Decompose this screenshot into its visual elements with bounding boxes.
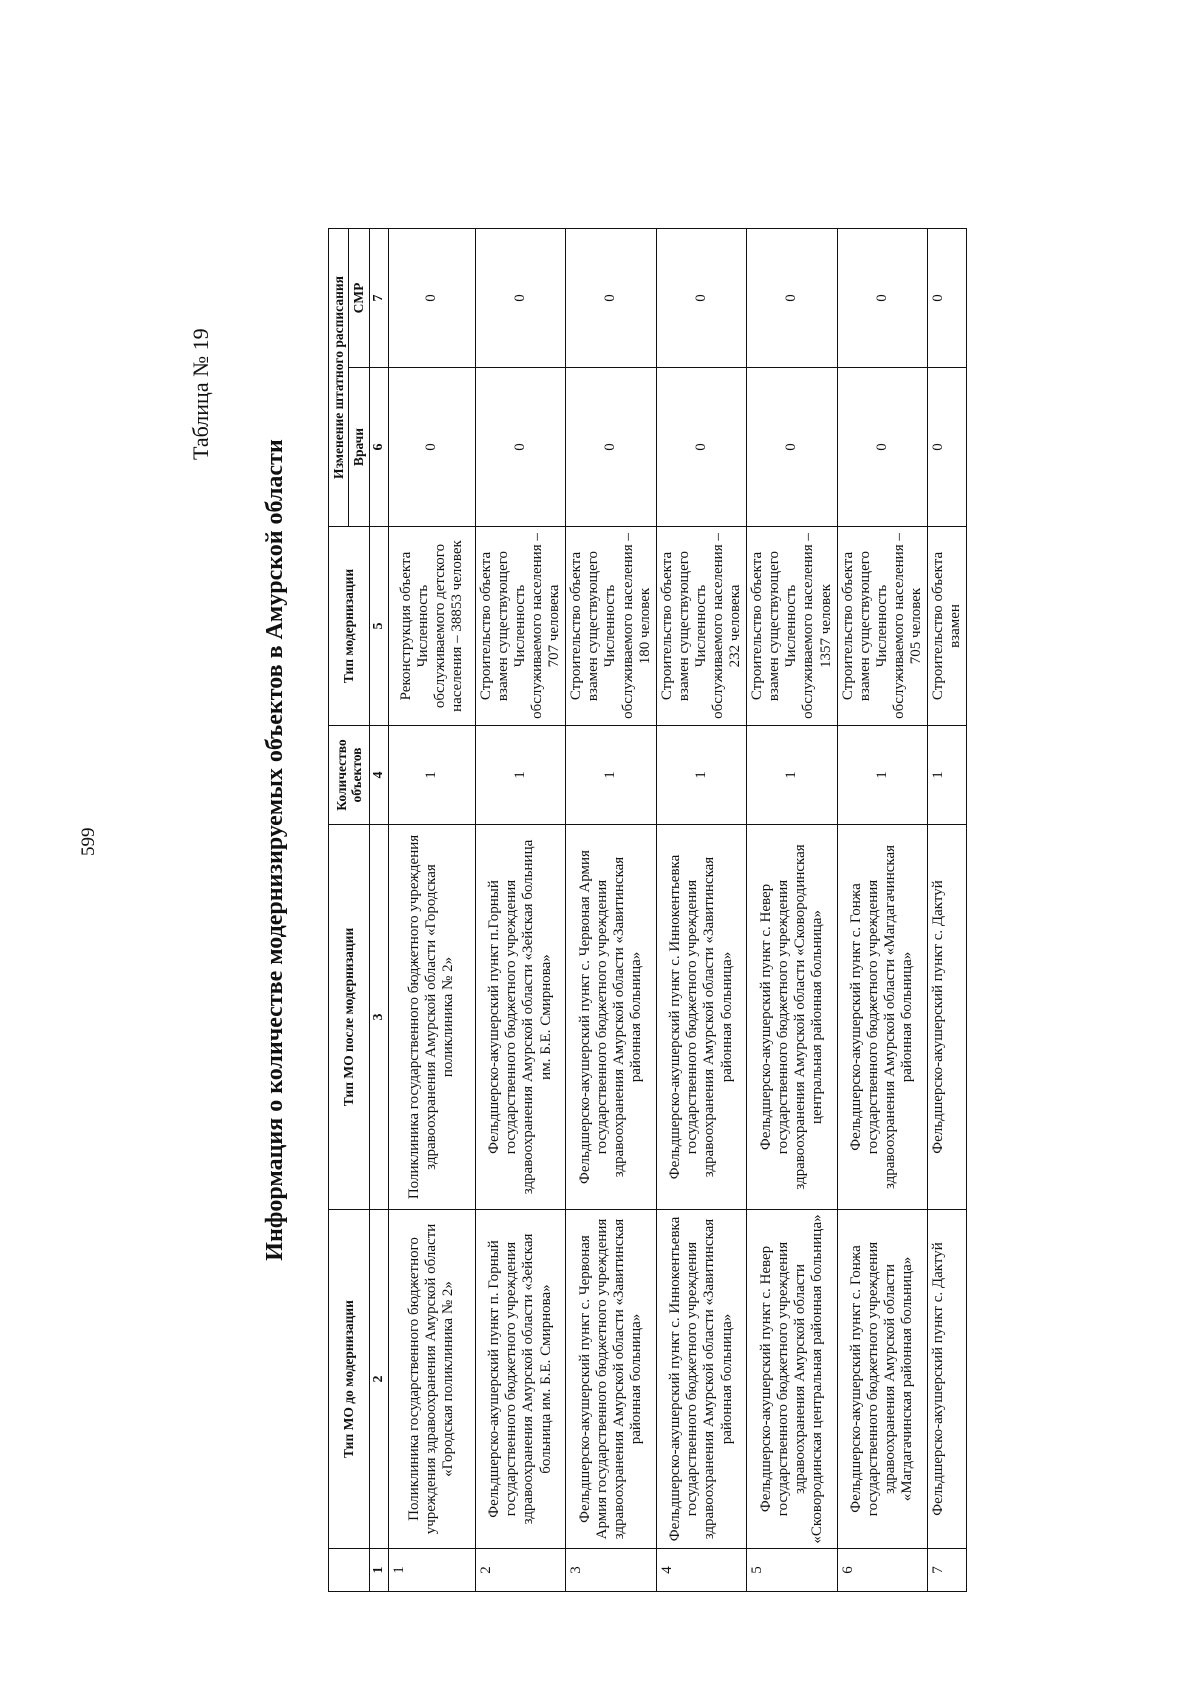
column-number: 1 (369, 1549, 388, 1592)
cell-after: Фельдшерско-акушерский пункт с. Червоная Армия государственного бюджетного учреждения здравоохранения Амурской области «Завитинская районная больница» (566, 825, 656, 1210)
row-number: 1 (388, 1549, 475, 1592)
cell-doctors: 0 (928, 368, 967, 527)
row-number: 4 (656, 1549, 746, 1592)
cell-doctors: 0 (656, 368, 746, 527)
column-number: 3 (369, 825, 388, 1210)
cell-smr: 0 (475, 229, 565, 368)
cell-after: Фельдшерско-акушерский пункт с. Невер государственного бюджетного учреждения здравоохранения Амурской области «Сковородинская центральная районная больница» (747, 825, 837, 1210)
row-number: 5 (747, 1549, 837, 1592)
column-number: 4 (369, 726, 388, 825)
cell-doctors: 0 (475, 368, 565, 527)
cell-after: Фельдшерско-акушерский пункт с. Гонжа государственного бюджетного учреждения здравоохранения Амурской области «Магдагачинская районная больница» (837, 825, 927, 1210)
cell-type: Строительство объекта взамен существующего Численность обслуживаемого населения – 707 человека (475, 527, 565, 726)
table-row (747, 229, 837, 1592)
cell-smr: 0 (747, 229, 837, 368)
header-after: Тип МО после модернизации (329, 825, 370, 1210)
cell-count: 1 (388, 726, 475, 825)
table-row (475, 229, 565, 1592)
cell-smr: 0 (837, 229, 927, 368)
cell-before: Фельдшерско-акушерский пункт с. Червоная Армия государственного бюджетного учреждения здравоохранения Амурской области «Завитинская районная больница» (566, 1210, 656, 1549)
modernization-table (328, 228, 967, 1592)
cell-after: Фельдшерско-акушерский пункт с. Иннокентьевка государственного бюджетного учреждения здравоохранения Амурской области «Завитинская районная больница» (656, 825, 746, 1210)
cell-count: 1 (837, 726, 927, 825)
cell-after: Поликлиника государственного бюджетного учреждения здравоохранения Амурской области «Городская поликлиника № 2» (388, 825, 475, 1210)
cell-before: Фельдшерско-акушерский пункт с. Иннокентьевка государственного бюджетного учреждения здравоохранения Амурской области «Завитинская районная больница» (656, 1210, 746, 1549)
table-row (928, 229, 967, 1592)
header-type: Тип модернизации (329, 527, 370, 726)
page-number: 599 (78, 827, 99, 856)
cell-before: Фельдшерско-акушерский пункт с. Дактуй (928, 1210, 967, 1549)
table-row (566, 229, 656, 1592)
header-before: Тип МО до модернизации (329, 1210, 370, 1549)
cell-type: Строительство объекта взамен существующего Численность обслуживаемого населения – 232 человека (656, 527, 746, 726)
cell-count: 1 (475, 726, 565, 825)
header-doctors: Врачи (349, 368, 369, 527)
table-row (388, 229, 475, 1592)
cell-after: Фельдшерско-акушерский пункт п.Горный государственного бюджетного учреждения здравоохранения Амурской области «Зейская больница им. Б.Е. Смирнова» (475, 825, 565, 1210)
row-number: 3 (566, 1549, 656, 1592)
cell-count: 1 (928, 726, 967, 825)
header-count: Количество объектов (329, 726, 370, 825)
cell-smr: 0 (928, 229, 967, 368)
cell-smr: 0 (566, 229, 656, 368)
table-row (837, 229, 927, 1592)
header-smr: СМР (349, 229, 369, 368)
cell-type: Реконструкция объекта Численность обслуживаемого детского населения – 38853 человек (388, 527, 475, 726)
cell-smr: 0 (656, 229, 746, 368)
cell-before: Поликлиника государственного бюджетного учреждения здравоохранения Амурской области «Городская поликлиника № 2» (388, 1210, 475, 1549)
column-number: 7 (369, 229, 388, 368)
cell-before: Фельдшерско-акушерский пункт п. Горный государственного бюджетного учреждения здравоохранения Амурской области «Зейская больница им. Б.Е. Смирнова» (475, 1210, 565, 1549)
cell-doctors: 0 (837, 368, 927, 527)
cell-doctors: 0 (747, 368, 837, 527)
column-numbers-row (369, 229, 388, 1592)
cell-count: 1 (656, 726, 746, 825)
column-number: 6 (369, 368, 388, 527)
cell-count: 1 (566, 726, 656, 825)
cell-before: Фельдшерско-акушерский пункт с. Гонжа государственного бюджетного учреждения здравоохранения Амурской области «Магдагачинская районная больница» (837, 1210, 927, 1549)
cell-type: Строительство объекта взамен существующего Численность обслуживаемого населения – 1357 человек (747, 527, 837, 726)
cell-doctors: 0 (566, 368, 656, 527)
cell-type: Строительство объекта взамен существующего Численность обслуживаемого населения – 705 человек (837, 527, 927, 726)
cell-type: Строительство объекта взамен существующего Численность обслуживаемого населения – 180 человек (566, 527, 656, 726)
table-row (656, 229, 746, 1592)
row-number: 2 (475, 1549, 565, 1592)
row-number: 7 (928, 1549, 967, 1592)
document-title: Информация о количестве модернизируемых объектов в Амурской области (262, 439, 288, 1261)
cell-smr: 0 (388, 229, 475, 368)
row-number: 6 (837, 1549, 927, 1592)
header-staff: Изменение штатного расписания (329, 229, 349, 527)
cell-doctors: 0 (388, 368, 475, 527)
column-number: 5 (369, 527, 388, 726)
cell-type: Строительство объекта взамен (928, 527, 967, 726)
cell-after: Фельдшерско-акушерский пункт с. Дактуй (928, 825, 967, 1210)
cell-before: Фельдшерско-акушерский пункт с. Невер государственного бюджетного учреждения здравоохранения Амурской области «Сковородинская центральная районная больница» (747, 1210, 837, 1549)
cell-count: 1 (747, 726, 837, 825)
table-number: Таблица № 19 (188, 328, 213, 460)
column-number: 2 (369, 1210, 388, 1549)
header-number (329, 1549, 370, 1592)
